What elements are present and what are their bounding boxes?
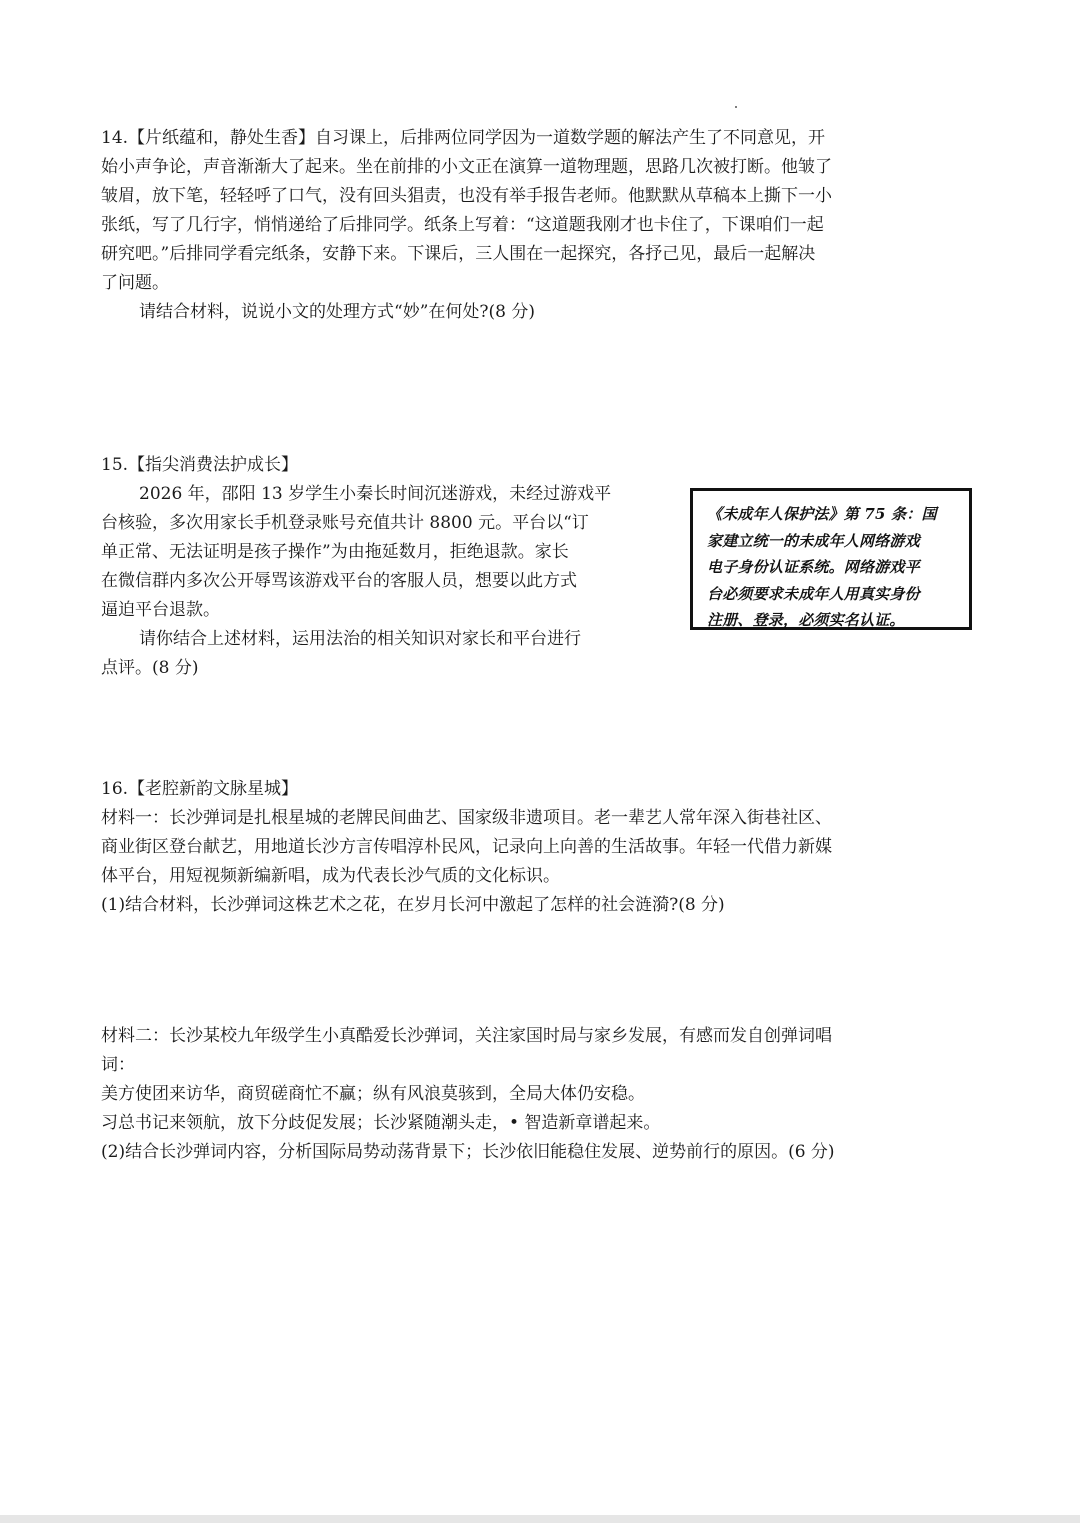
question-16-part-1 — [101, 775, 941, 920]
q16-lyric-line: 习总书记来领航，放下分歧促发展；长沙紧随潮头走，• 智造新章谱起来。 — [101, 1113, 661, 1133]
q16-title: 16.【老腔新韵文脉星城】 — [101, 779, 299, 799]
q16-question-2: (2)结合长沙弹词内容，分析国际局势动荡背景下；长沙依旧能稳住发展、逆势前行的原因。(6 分) — [101, 1142, 835, 1162]
q15-line: 台核验，多次用家长手机登录账号充值共计 8800 元。平台以“订 — [101, 513, 589, 533]
law-box-line: 《未成年人保护法》第 75 条：国 — [707, 505, 937, 523]
question-16-part-2 — [101, 1022, 941, 1167]
law-excerpt-box — [690, 488, 972, 630]
q14-question: 请结合材料，说说小文的处理方式“妙”在何处?(8 分) — [139, 302, 535, 322]
q14-line: 研究吧。”后排同学看完纸条，安静下来。下课后，三人围在一起探究，各抒己见，最后一起解决 — [101, 244, 816, 264]
q14-line: 张纸，写了几行字，悄悄递给了后排同学。纸条上写着：“这道题我刚才也卡住了，下课咱们一起 — [101, 215, 824, 235]
q16-material2-line: 词： — [101, 1055, 135, 1075]
q15-question: 点评。(8 分) — [101, 658, 199, 678]
law-box-line: 注册、登录，必须实名认证。 — [707, 611, 905, 629]
q15-line: 单正常、无法证明是孩子操作”为由拖延数月，拒绝退款。家长 — [101, 542, 569, 562]
q16-material1-line: 体平台，用短视频新编新唱，成为代表长沙气质的文化标识。 — [101, 866, 560, 886]
q15-title: 15.【指尖消费法护成长】 — [101, 455, 299, 475]
law-box-line: 电子身份认证系统。网络游戏平 — [707, 558, 920, 576]
scan-speck — [735, 106, 737, 108]
q15-line: 在微信群内多次公开辱骂该游戏平台的客服人员，想要以此方式 — [101, 571, 577, 591]
q16-material1-line: 商业街区登台献艺，用地道长沙方言传唱淳朴民风，记录向上向善的生活故事。年轻一代借力新媒 — [101, 837, 832, 857]
q16-lyric-line: 美方使团来访华，商贸磋商忙不赢；纵有风浪莫骇到，全局大体仍安稳。 — [101, 1084, 645, 1104]
question-15 — [101, 451, 661, 683]
q14-line: 14.【片纸蕴和，静处生香】自习课上，后排两位同学因为一道数学题的解法产生了不同意见，开 — [101, 128, 826, 148]
law-box-line: 家建立统一的未成年人网络游戏 — [707, 531, 920, 550]
q15-question: 请你结合上述材料，运用法治的相关知识对家长和平台进行 — [139, 629, 581, 649]
q16-material2-line: 材料二：长沙某校九年级学生小真酷爱长沙弹词，关注家国时局与家乡发展，有感而发自创弹词唱 — [101, 1026, 832, 1046]
law-box-line: 台必须要求未成年人用真实身份 — [707, 584, 920, 603]
q16-question-1: (1)结合材料，长沙弹词这株艺术之花，在岁月长河中激起了怎样的社会涟漪?(8 分) — [101, 895, 725, 915]
page-bottom-edge — [0, 1515, 1080, 1523]
q15-line: 2026 年，邵阳 13 岁学生小秦长时间沉迷游戏，未经过游戏平 — [139, 484, 612, 504]
q14-line: 皱眉，放下笔，轻轻呼了口气，没有回头猖责，也没有举手报告老师。他默默从草稿本上撕下一小 — [101, 186, 832, 206]
q14-line: 始小声争论，声音渐渐大了起来。坐在前排的小文正在演算一道物理题，思路几次被打断。他皱了 — [101, 157, 832, 177]
q14-line: 了问题。 — [101, 273, 169, 293]
q16-material1-line: 材料一：长沙弹词是扎根星城的老牌民间曲艺、国家级非遗项目。老一辈艺人常年深入街巷社区、 — [101, 808, 832, 828]
q15-line: 逼迫平台退款。 — [101, 600, 220, 620]
question-14 — [101, 124, 941, 327]
